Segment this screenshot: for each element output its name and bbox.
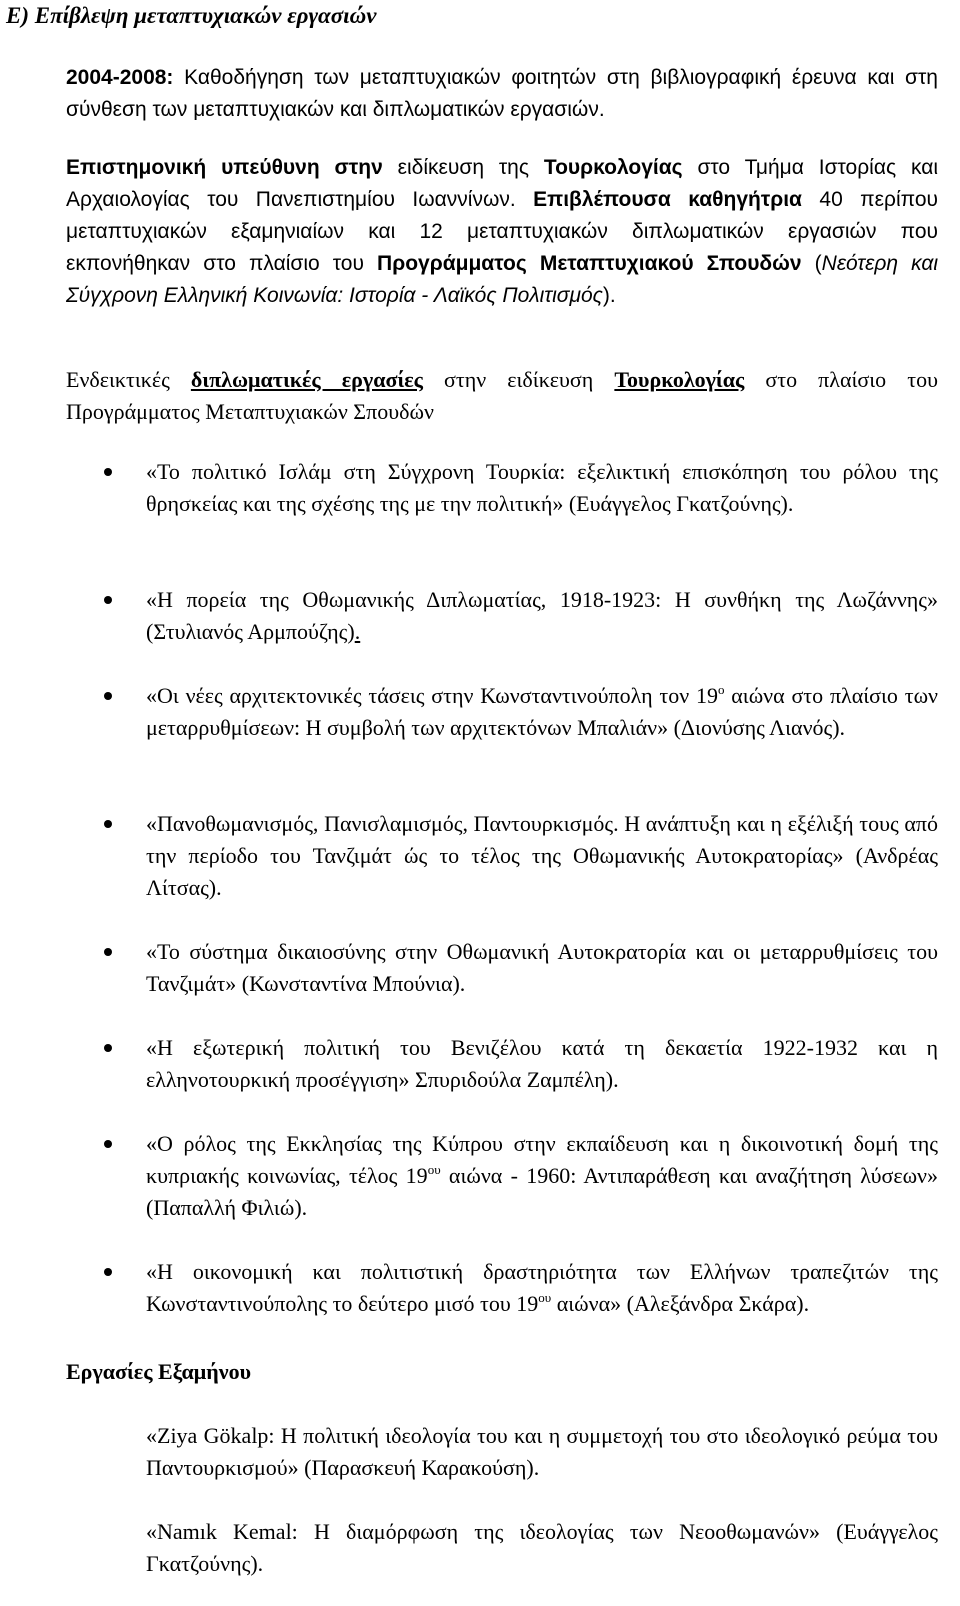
list-item <box>146 456 938 520</box>
bullet-icon <box>104 468 112 476</box>
superscript: ου <box>538 1290 552 1305</box>
bullet-icon <box>104 1044 112 1052</box>
thesis-text: «Το πολιτικό Ισλάμ στη Σύγχρονη Τουρκία: εξελικτική επισκόπηση του ρόλου της θρησκείας και της σχέσης της με την πολιτική» (Ευάγγελος Γκατζούνης). <box>146 459 938 516</box>
thesis-text: «Οι νέες αρχιτεκτονικές τάσεις στην Κωνσταντινούπολη τον 19 <box>146 683 718 708</box>
bold-underlined-turkology: Τουρκολογίας <box>614 367 745 392</box>
list-item <box>146 808 938 904</box>
paragraph-guidance <box>66 62 938 126</box>
bold-scientific-lead: Επιστημονική υπεύθυνη στην <box>66 156 383 179</box>
thesis-text: «Η οικονομική και πολιτιστική δραστηριότητα των Ελλήνων τραπεζιτών της Κωνσταντινούπολης το δεύτερο μισό του 19 <box>146 1259 938 1316</box>
semester-text: «Namık Kemal: Η διαμόρφωση της ιδεολογίας των Νεοοθωμανών» (Ευάγγελος Γκατζούνης). <box>146 1519 938 1576</box>
text-span: ( <box>801 252 822 275</box>
thesis-tail: . <box>354 619 361 644</box>
paragraph-responsibility <box>66 152 938 312</box>
section-heading: Ε) Επίβλεψη μεταπτυχιακών εργασιών <box>6 3 377 28</box>
list-item <box>146 680 938 744</box>
thesis-text: «Πανοθωμανισμός, Πανισλαμισμός, Παντουρκισμός. Η ανάπτυξη και η εξέλιξή τους από την περίοδο του Τανζιμάτ ώς το τέλος της Οθωμανικής Αυτοκρατορίας» (Ανδρέας Λίτσας). <box>146 811 938 900</box>
thesis-text: «Η εξωτερική πολιτική του Βενιζέλου κατά τη δεκαετία 1922-1932 και η ελληνοτουρκική προσέγγιση» Σπυριδούλα Ζαμπέλη). <box>146 1035 938 1092</box>
superscript: ου <box>427 1162 441 1177</box>
thesis-text: «Η πορεία της Οθωμανικής Διπλωματίας, 1918-1923: Η συνθήκη της Λωζάννης» (Στυλιανός Αρμπούζης) <box>146 587 938 644</box>
bold-turkology: Τουρκολογίας <box>543 156 683 179</box>
text-span: 40 περίπου μεταπτυχιακών εξαμηνιαίων και 12 μεταπτυχιακών διπλωματικών εργασιών που εκπονήθηκαν στο πλαίσιο του <box>66 188 938 275</box>
thesis-text: «Ο ρόλος της Εκκλησίας της Κύπρου στην εκπαίδευση και η δικοινοτική δομή της κυπριακής κοινωνίας, τέλος 19 <box>146 1131 938 1188</box>
bullet-icon <box>104 820 112 828</box>
bold-supervisor: Επιβλέπουσα καθηγήτρια <box>533 188 802 211</box>
thesis-text: αιώνα στο πλαίσιο των μεταρρυθμίσεων: Η συμβολή των αρχιτεκτόνων Μπαλιάν» (Διονύσης Λιανός). <box>146 683 938 740</box>
bullet-icon <box>104 692 112 700</box>
list-item <box>146 1256 938 1320</box>
semester-heading: Εργασίες Εξαμήνου <box>66 1359 252 1384</box>
thesis-text: αιώνα» (Αλεξάνδρα Σκάρα). <box>551 1291 810 1316</box>
bold-program: Προγράμματος Μεταπτυχιακού Σπουδών <box>377 252 802 275</box>
text-span: στο πλαίσιο του Προγράμματος Μεταπτυχιακών Σπουδών <box>66 367 938 424</box>
text-span: στο Τμήμα Ιστορίας και Αρχαιολογίας του Πανεπιστημίου Ιωαννίνων. <box>66 156 938 211</box>
text-span: ειδίκευση της <box>382 156 544 179</box>
guidance-text: Καθοδήγηση των μεταπτυχιακών φοιτητών στη βιβλιογραφική έρευνα και στη σύνθεση των μεταπτυχιακών και διπλωματικών εργασιών. <box>66 66 938 121</box>
list-item <box>146 936 938 1000</box>
list-item <box>146 1516 938 1580</box>
bullet-icon <box>104 1140 112 1148</box>
text-span: Ενδεικτικές <box>66 367 191 392</box>
text-span: στην ειδίκευση <box>422 367 615 392</box>
list-item <box>146 584 938 648</box>
paragraph-indicative <box>66 364 938 428</box>
list-item <box>146 1128 938 1224</box>
text-span: ). <box>602 284 616 307</box>
years-label: 2004-2008: <box>66 66 174 89</box>
bullet-icon <box>104 948 112 956</box>
thesis-text: «Το σύστημα δικαιοσύνης στην Οθωμανική Αυτοκρατορία και οι μεταρρυθμίσεις του Τανζιμάτ» (Κωνσταντίνα Μπούνια). <box>146 939 938 996</box>
list-item <box>146 1420 938 1484</box>
italic-program-title: Νεότερη και Σύγχρονη Ελληνική Κοινωνία: Ιστορία - Λαϊκός Πολιτισμός <box>66 252 938 307</box>
superscript: ο <box>717 682 725 697</box>
thesis-text: αιώνα - 1960: Αντιπαράθεση και αναζήτηση λύσεων» (Παπαλλή Φιλιώ). <box>146 1163 938 1220</box>
list-item <box>146 1032 938 1096</box>
bullet-icon <box>104 596 112 604</box>
bullet-icon <box>104 1268 112 1276</box>
semester-text: «Ziya Gökalp: Η πολιτική ιδεολογία του και η συμμετοχή του στο ιδεολογικό ρεύμα του Παντουρκισμού» (Παρασκευή Καρακούση). <box>146 1423 938 1480</box>
bold-underlined-diploma-theses: διπλωματικές εργασίες <box>190 367 423 392</box>
